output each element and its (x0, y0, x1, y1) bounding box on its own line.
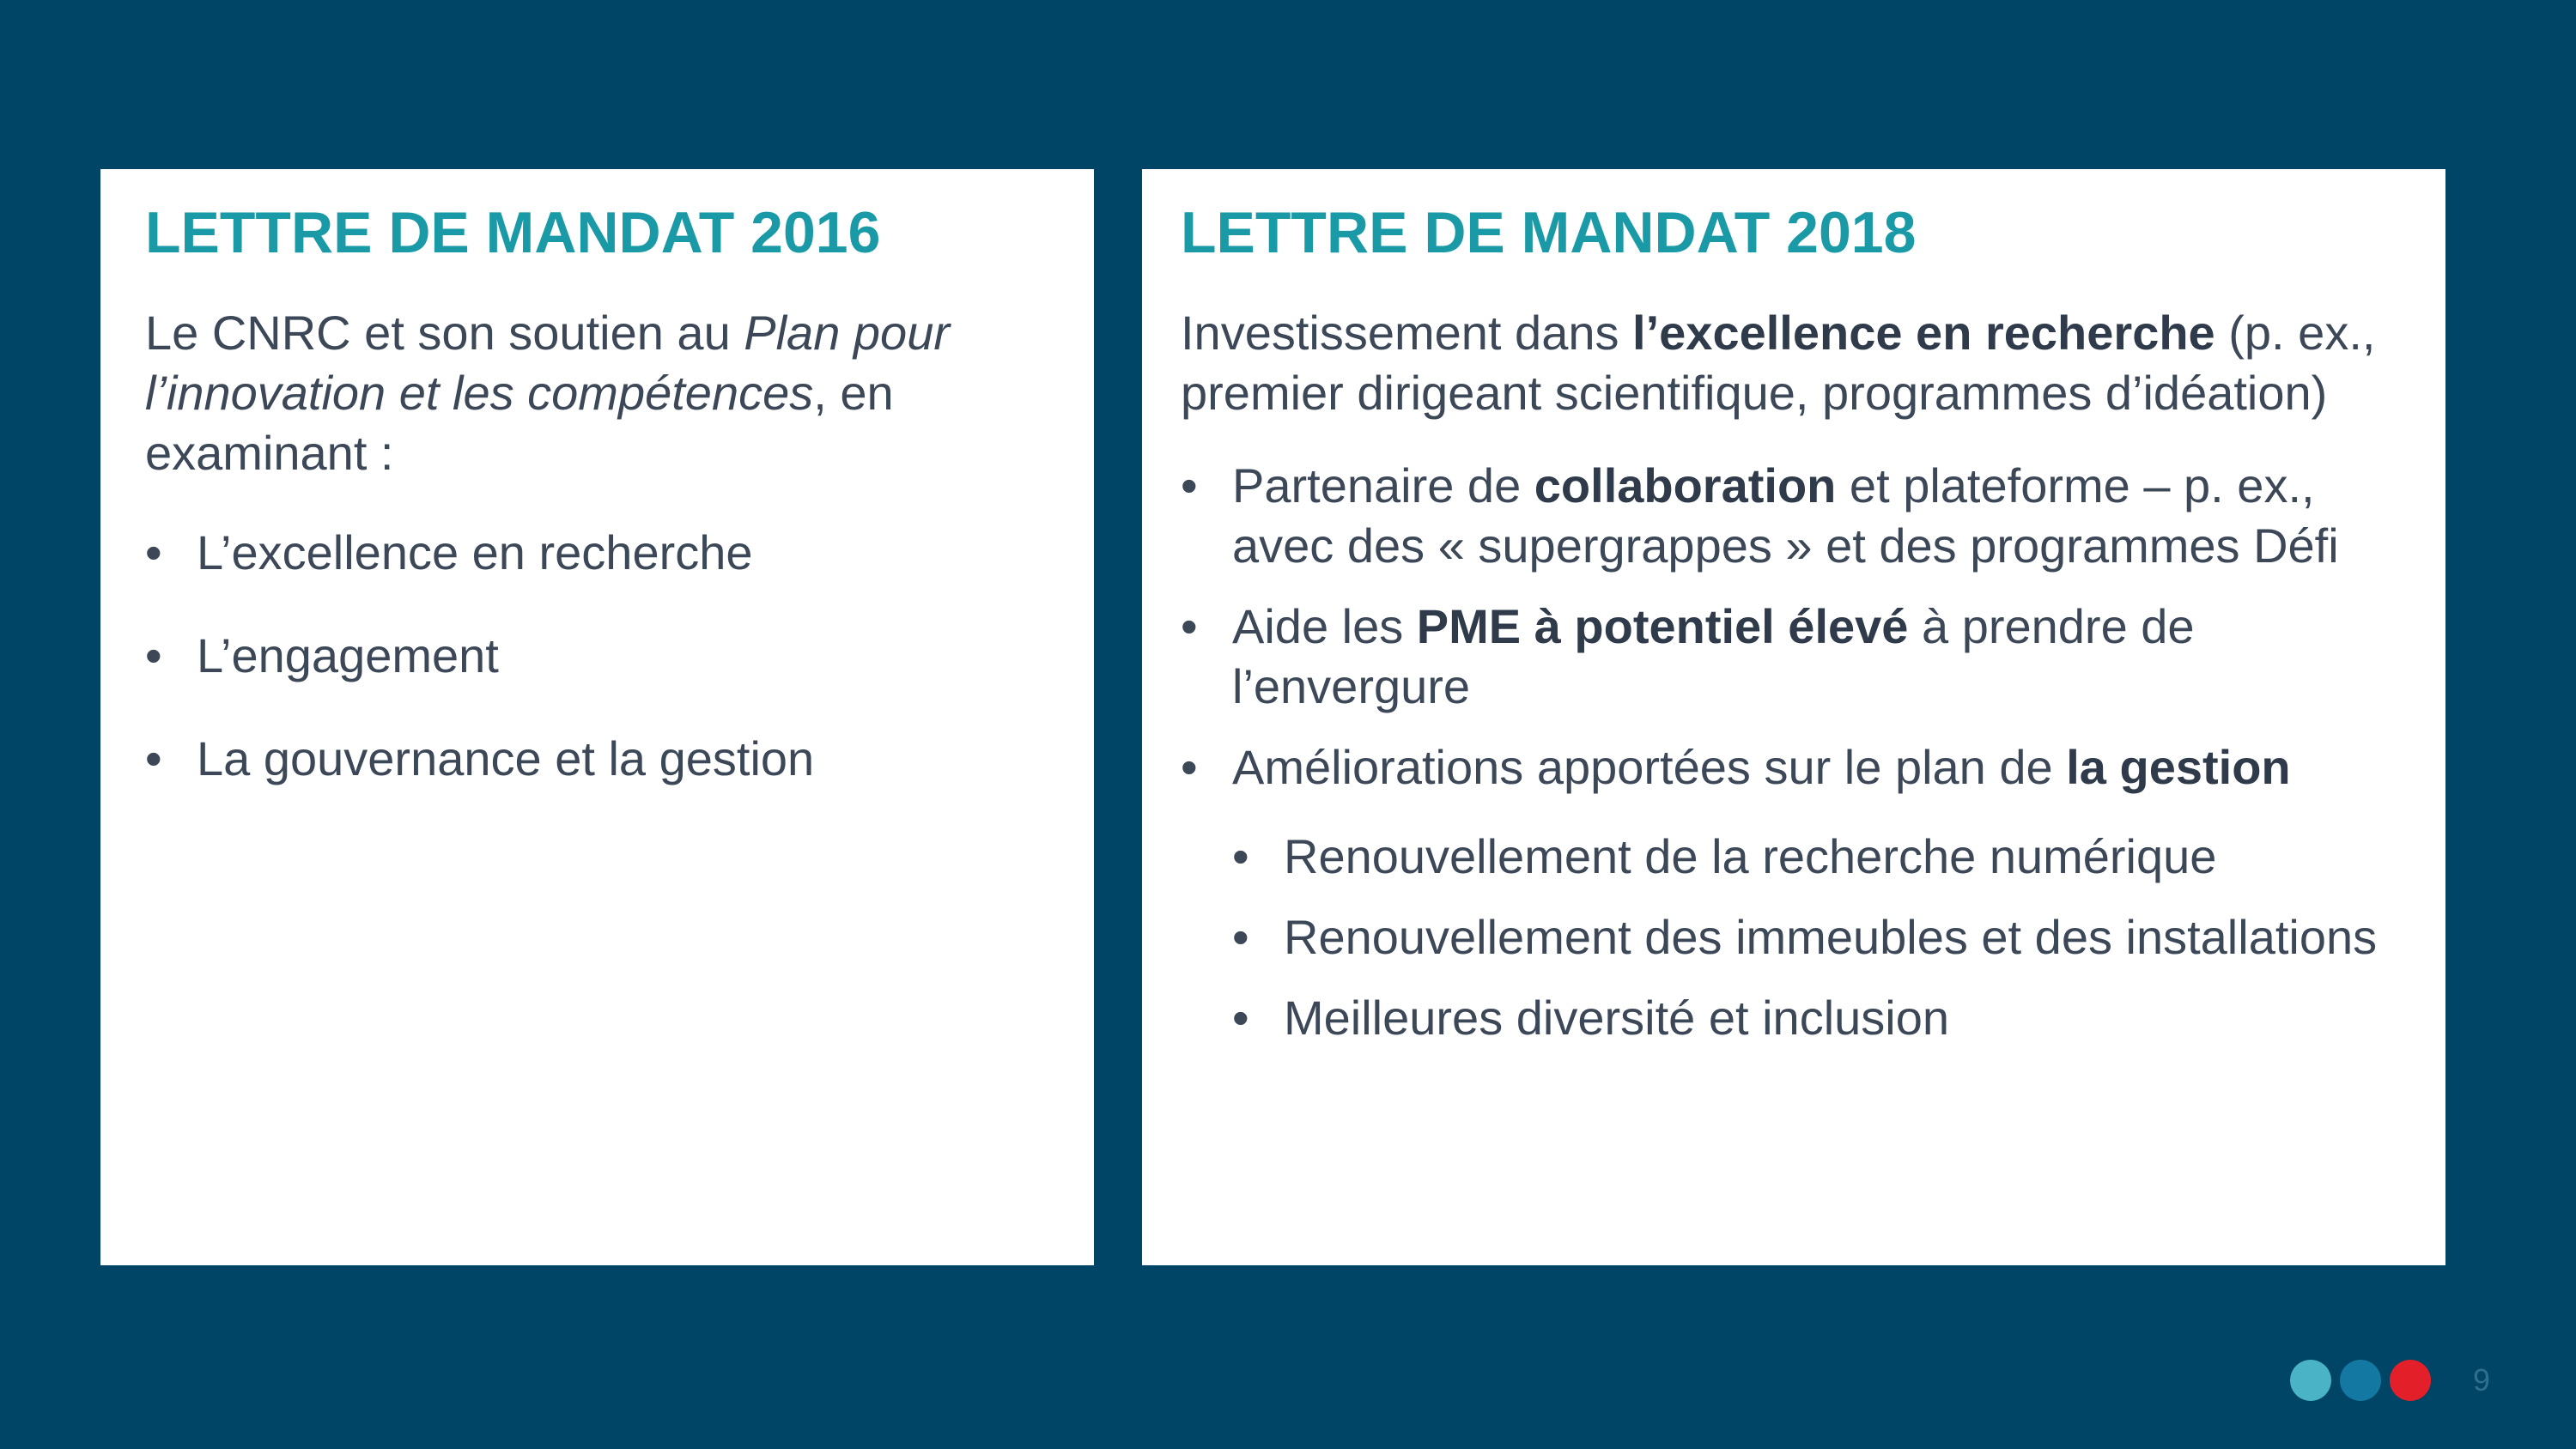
list-item-text: L’excellence en recherche (197, 525, 753, 579)
intro-text (145, 303, 1060, 483)
intro-text-part1: Investissement dans (1181, 306, 1633, 360)
sub-list-item (1181, 827, 2411, 887)
intro-text-italic: Plan pour l’innovation et les compétences (145, 306, 950, 420)
panel-title: LETTRE DE MANDAT 2016 (145, 200, 881, 265)
sub-list-item-text: Meilleures diversité et inclusion (1284, 991, 1950, 1045)
intro-text (1181, 303, 2411, 423)
list-item-text-bold: PME à potentiel élevé (1416, 599, 1909, 653)
bullet-list (145, 523, 1060, 789)
red-dot-icon (2390, 1360, 2431, 1401)
sub-list-item-text: Renouvellement des immeubles et des installations (1284, 910, 2378, 964)
list-item-text-bold: collaboration (1534, 458, 1837, 512)
intro-text-bold: l’excellence en recherche (1632, 306, 2215, 360)
list-item-text-part1: Partenaire de (1232, 458, 1534, 512)
page-number: 9 (2473, 1362, 2491, 1397)
panel-title: LETTRE DE MANDAT 2018 (1181, 200, 1917, 265)
bullet-list (1181, 456, 2411, 1048)
list-item (145, 729, 1060, 789)
mandate-2018-panel (1142, 169, 2445, 1265)
list-item-text-part2: à prendre de l’envergure (1232, 599, 2195, 713)
bullet-icon: • (1181, 458, 1198, 512)
list-item-text: La gouvernance et la gestion (197, 731, 815, 785)
intro-text-part2: , en examinant : (145, 366, 894, 480)
brand-dots (2290, 1360, 2431, 1401)
sub-list-item (1181, 907, 2411, 967)
list-item (1181, 737, 2411, 797)
bullet-icon: • (145, 628, 162, 682)
list-item (145, 523, 1060, 583)
intro-text-part1: Le CNRC et son soutien au (145, 306, 744, 360)
list-item (1181, 597, 2411, 717)
bullet-icon: • (1232, 910, 1249, 964)
intro-text-part2: (p. ex., premier dirigeant scientifique, programmes d’idéation) (1181, 306, 2376, 420)
list-item-text: L’engagement (197, 628, 499, 682)
list-item (1181, 456, 2411, 576)
blue-dot-icon (2340, 1360, 2381, 1401)
teal-dot-icon (2290, 1360, 2331, 1401)
list-item (145, 626, 1060, 686)
bullet-icon: • (145, 731, 162, 785)
bullet-icon: • (1181, 599, 1198, 653)
list-item-text-part1: Aide les (1232, 599, 1417, 653)
bullet-icon: • (1232, 991, 1249, 1045)
sub-list-item-text: Renouvellement de la recherche numérique (1284, 829, 2217, 883)
list-item-text-bold: la gestion (2066, 740, 2291, 794)
list-item-text-part2: et plateforme – p. ex., avec des « supergrappes » et des programmes Défi (1232, 458, 2339, 573)
sub-list-item (1181, 988, 2411, 1048)
bullet-icon: • (1232, 829, 1249, 883)
bullet-icon: • (1181, 740, 1198, 794)
list-item-text-part1: Améliorations apportées sur le plan de (1232, 740, 2067, 794)
bullet-icon: • (145, 525, 162, 579)
mandate-2016-panel (100, 169, 1094, 1265)
